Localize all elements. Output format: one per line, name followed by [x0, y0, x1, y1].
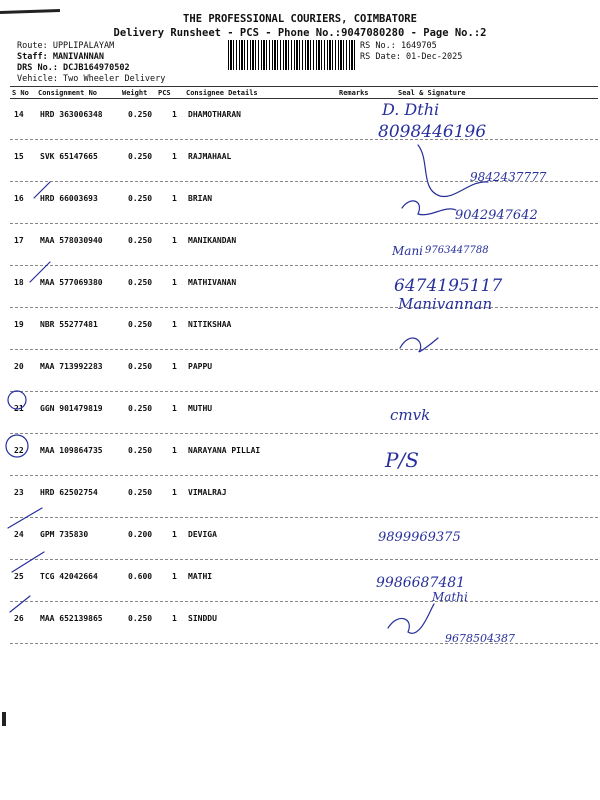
row-consignment: GGN 901479819 [40, 404, 103, 413]
row-weight: 0.250 [128, 110, 153, 119]
row-sno: 15 [14, 152, 24, 161]
handwritten-phone: 9678504387 [445, 632, 515, 645]
row-consignee: RAJMAHAAL [188, 152, 232, 161]
row-consignment: GPM 735830 [40, 530, 89, 539]
col-pcs: PCS [158, 89, 171, 97]
col-remarks: Remarks [339, 89, 369, 97]
row-consignee: MANIKANDAN [188, 236, 237, 245]
handwritten-signature: D. Dthi [382, 100, 440, 119]
row-sno: 23 [14, 488, 24, 497]
row-sno: 19 [14, 320, 24, 329]
row-consignment: TCG 42042664 [40, 572, 98, 581]
row-pcs: 1 [172, 530, 177, 539]
row-consignee: MATHI [188, 572, 213, 581]
col-consignee: Consignee Details [186, 89, 258, 97]
row-consignee: BRIAN [188, 194, 213, 203]
signature-scribble-20 [400, 338, 438, 352]
check-mark-16 [34, 182, 50, 198]
company-title: THE PROFESSIONAL COURIERS, COIMBATORE [183, 13, 417, 25]
row-pcs: 1 [172, 152, 177, 161]
row-sno: 25 [14, 572, 24, 581]
handwritten-phone: 9763447788 [425, 245, 489, 256]
row-weight: 0.250 [128, 320, 153, 329]
row-sno: 14 [14, 110, 24, 119]
row-weight: 0.250 [128, 404, 153, 413]
row-consignment: MAA 578030940 [40, 236, 103, 245]
row-pcs: 1 [172, 488, 177, 497]
row-consignment: MAA 652139865 [40, 614, 103, 623]
row-pcs: 1 [172, 446, 177, 455]
row-sno: 18 [14, 278, 24, 287]
row-weight: 0.600 [128, 572, 153, 581]
check-mark-24 [8, 508, 42, 528]
handwritten-signature: Manivannan [398, 295, 493, 313]
row-sno: 22 [14, 446, 24, 455]
row-pcs: 1 [172, 614, 177, 623]
row-consignment: HRD 62502754 [40, 488, 98, 497]
row-sno: 17 [14, 236, 24, 245]
circle-mark-21 [8, 391, 26, 409]
row-consignment: MAA 577069380 [40, 278, 103, 287]
row-weight: 0.250 [128, 194, 153, 203]
row-weight: 0.250 [128, 362, 153, 371]
runsheet-subtitle: Delivery Runsheet - PCS - Phone No.:9047080280 - Page No.:2 [113, 27, 487, 39]
row-sno: 24 [14, 530, 24, 539]
row-pcs: 1 [172, 362, 177, 371]
signature-scribble-16 [402, 201, 456, 215]
row-weight: 0.250 [128, 446, 153, 455]
vehicle-label: Vehicle: Two Wheeler Delivery [17, 74, 166, 84]
row-pcs: 1 [172, 320, 177, 329]
row-pcs: 1 [172, 236, 177, 245]
row-weight: 0.200 [128, 530, 153, 539]
handwritten-signature: Mathi [432, 590, 468, 604]
row-pcs: 1 [172, 404, 177, 413]
handwritten-phone: 9042947642 [455, 208, 538, 223]
row-consignee: DHAMOTHARAN [188, 110, 241, 119]
row-sno: 20 [14, 362, 24, 371]
row-weight: 0.250 [128, 278, 153, 287]
row-consignment: MAA 109864735 [40, 446, 103, 455]
handwritten-signature: P/S [385, 448, 419, 472]
row-consignee: PAPPU [188, 362, 213, 371]
row-weight: 0.250 [128, 488, 153, 497]
row-consignment: HRD 66003693 [40, 194, 98, 203]
drs-label: DRS No.: DCJB164970502 [17, 63, 130, 73]
row-pcs: 1 [172, 194, 177, 203]
col-seal-signature: Seal & Signature [398, 89, 466, 97]
row-consignment: MAA 713992283 [40, 362, 103, 371]
row-pcs: 1 [172, 572, 177, 581]
handwritten-phone: 6474195117 [394, 276, 503, 296]
margin-mark [2, 712, 6, 726]
row-weight: 0.250 [128, 614, 153, 623]
handwritten-signature: Mani [392, 244, 424, 258]
row-weight: 0.250 [128, 236, 153, 245]
row-consignment: HRD 363006348 [40, 110, 103, 119]
staff-label: Staff: MANIVANNAN [17, 52, 104, 62]
check-mark-25 [12, 552, 44, 572]
row-sno: 16 [14, 194, 24, 203]
row-consignee: NITIKSHAA [188, 320, 232, 329]
rs-number: RS No.: 1649705 [360, 41, 437, 51]
row-consignment: NBR 55277481 [40, 320, 98, 329]
row-consignee: MUTHU [188, 404, 213, 413]
check-mark-18 [30, 262, 50, 282]
row-sno: 26 [14, 614, 24, 623]
row-consignee: MATHIVANAN [188, 278, 237, 287]
check-mark-26 [10, 596, 30, 612]
row-weight: 0.250 [128, 152, 153, 161]
circle-mark-22 [6, 435, 28, 457]
col-sno: S No [12, 89, 29, 97]
signature-scribble-26 [388, 604, 434, 633]
handwritten-signature: cmvk [390, 406, 431, 424]
handwritten-phone: 9842437777 [470, 170, 547, 184]
row-pcs: 1 [172, 278, 177, 287]
handwritten-phone: 8098446196 [378, 122, 487, 142]
row-consignee: DEVIGA [188, 530, 217, 539]
handwritten-phone: 9986687481 [376, 575, 466, 591]
row-sno: 21 [14, 404, 24, 413]
route-label: Route: UPPLIPALAYAM [17, 41, 115, 51]
row-consignee: NARAYANA PILLAI [188, 446, 261, 455]
row-consignee: VIMALRAJ [188, 488, 227, 497]
row-consignment: SVK 65147665 [40, 152, 98, 161]
col-consignment: Consignment No [38, 89, 98, 97]
handwritten-phone: 9899969375 [378, 530, 461, 545]
row-pcs: 1 [172, 110, 177, 119]
col-weight: Weight [122, 89, 148, 97]
rs-date: RS Date: 01-Dec-2025 [360, 52, 463, 62]
row-consignee: SINDDU [188, 614, 217, 623]
